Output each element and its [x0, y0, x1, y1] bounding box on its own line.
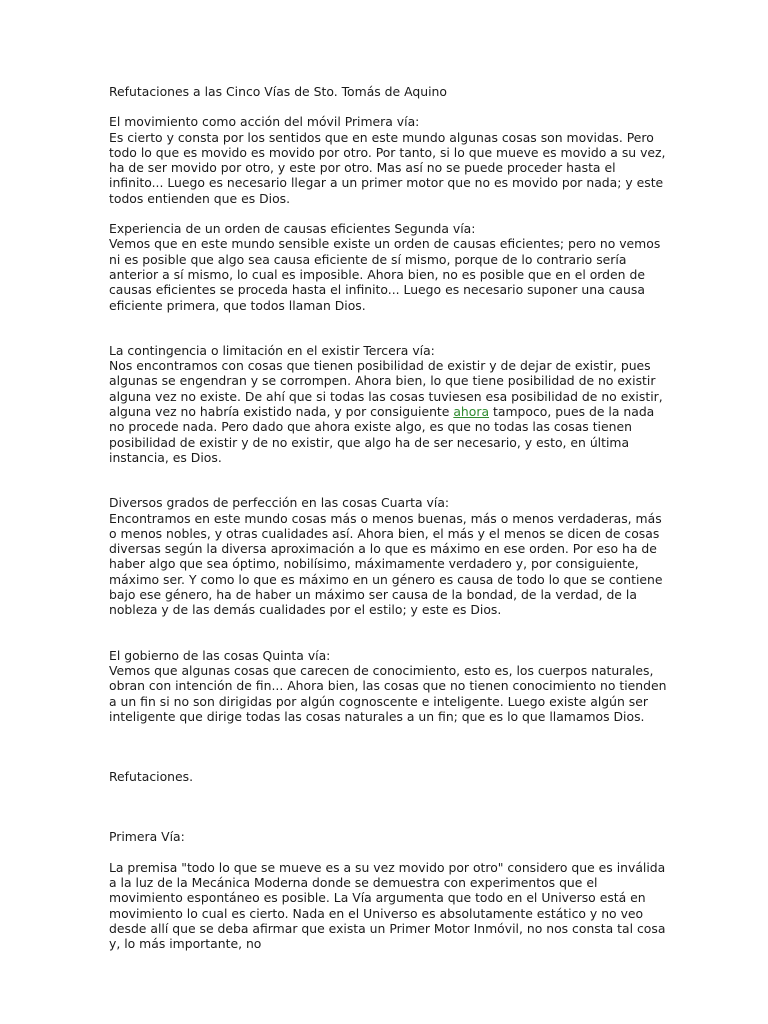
- section-cuarta-via: [109, 495, 669, 617]
- document-page: [109, 84, 669, 951]
- section-body: Vemos que algunas cosas que carecen de conocimiento, esto es, los cuerpos naturales, obran con intención de fin... Ahora bien, las cosas que no tienen conocimiento no tienden a un fin si no son dirigidas por algún cognoscente e inteligente. Luego existe algún ser inteligente que dirige todas las cosas naturales a un fin; que es lo que llamamos Dios.: [109, 662, 667, 724]
- primera-via-heading: Primera Vía:: [109, 829, 185, 845]
- section-heading: Experiencia de un orden de causas eficientes Segunda vía:: [109, 221, 476, 237]
- refutations-heading: Refutaciones.: [109, 769, 194, 785]
- section-body-part: Nos encontramos con cosas que tienen posibilidad de existir y de dejar de existir, pues algunas se engendran y se corrompen. Ahora bien, lo que tiene posibilidad de no existir alguna vez no existe. De ahí que si todas las cosas tuviesen esa posibilidad de no existir, alguna vez no habría existido nada, y por consiguiente: [109, 358, 663, 420]
- document-title: Refutaciones a las Cinco Vías de Sto. Tomás de Aquino: [109, 84, 447, 99]
- section-body: Encontramos en este mundo cosas más o menos buenas, más o menos verdaderas, más o menos nobles, y otras cualidades así. Ahora bien, el más y el menos se dicen de cosas diversas según la diversa aproximación a lo que es máximo en ese orden. Por eso ha de haber algo que sea óptimo, nobilísimo, máximamente verdadero y, por consiguiente, máximo ser. Y como lo que es máximo en un género es causa de todo lo que se contiene bajo ese género, ha de haber un máximo ser causa de la bondad, de la verdad, de la nobleza y de las demás cualidades por el estilo; y este es Dios.: [109, 510, 663, 618]
- section-heading: El movimiento como acción del móvil Primera vía:: [109, 114, 420, 130]
- section-tercera-via: [109, 343, 669, 465]
- section-segunda-via: [109, 221, 669, 313]
- ahora-link[interactable]: ahora: [453, 404, 490, 420]
- section-primera-via: [109, 114, 669, 206]
- section-heading: Diversos grados de perfección en las cosas Cuarta vía:: [109, 495, 450, 511]
- section-heading: La contingencia o limitación en el existir Tercera vía:: [109, 342, 435, 358]
- section-body: Es cierto y consta por los sentidos que en este mundo algunas cosas son movidas. Pero todo lo que es movido es movido por otro. Por tanto, si lo que mueve es movido a su vez, ha de ser movido por otro, y este por otro. Mas así no se puede proceder hasta el infinito... Luego es necesario llegar a un primer motor que no es movido por nada; y este todos entienden que es Dios.: [109, 129, 666, 206]
- primera-via-body: La premisa "todo lo que se mueve es a su vez movido por otro" considero que es inválida a la luz de la Mecánica Moderna donde se demuestra con experimentos que el movimiento espontáneo es posible. La Vía argumenta que todo en el Universo está en movimiento lo cual es cierto. Nada en el Universo es absolutamente estático y no veo desde allí que se deba afirmar que exista un Primer Motor Inmóvil, no nos consta tal cosa y, lo más importante, no: [109, 859, 666, 952]
- section-heading: El gobierno de las cosas Quinta vía:: [109, 647, 331, 663]
- section-body-part: tampoco, pues de la nada no procede nada. Pero dado que ahora existe algo, es que no todas las cosas tienen posibilidad de existir y de no existir, que algo ha de ser necesario, y esto, en última instancia, es Dios.: [109, 404, 655, 465]
- section-body: Vemos que en este mundo sensible existe un orden de causas eficientes; pero no vemos ni es posible que algo sea causa eficiente de sí mismo, porque de lo contrario sería anterior a sí mismo, lo cual es imposible. Ahora bien, no es posible que en el orden de causas eficientes se proceda hasta el infinito... Luego es necesario suponer una causa eficiente primera, que todos llaman Dios.: [109, 236, 661, 313]
- section-body: [109, 358, 669, 465]
- section-quinta-via: [109, 648, 669, 724]
